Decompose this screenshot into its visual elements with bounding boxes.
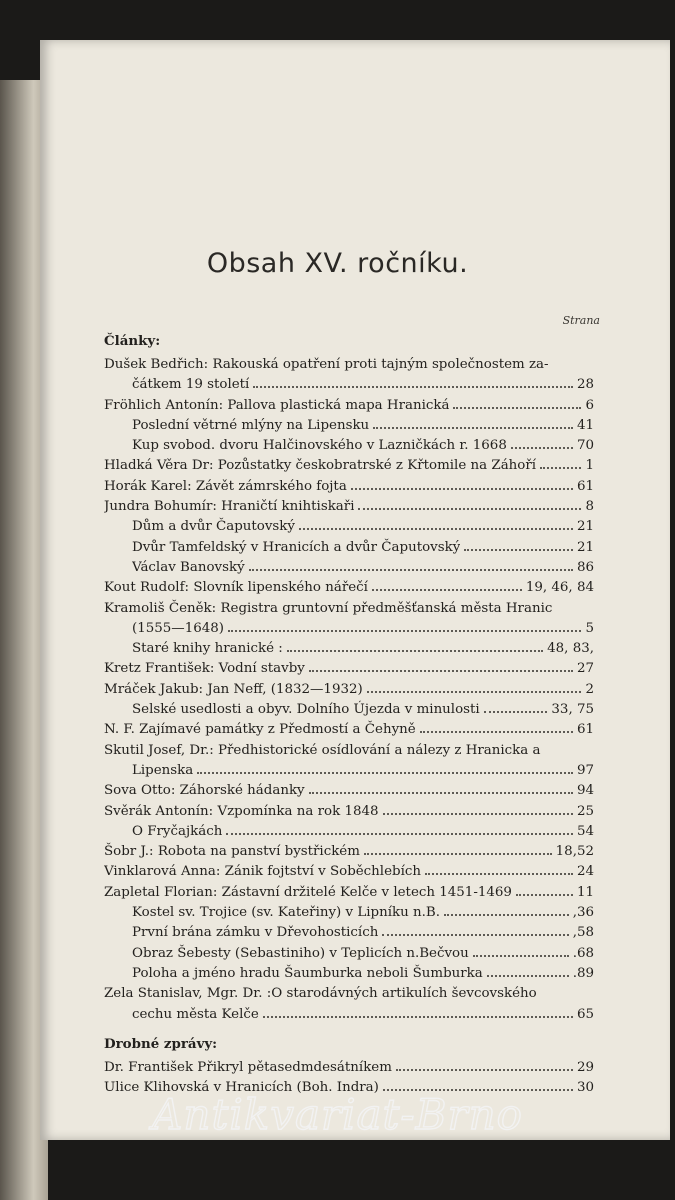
- entry-title: Obraz Šebesty (Sebastiniho) v Teplicích n.Bečvou: [132, 945, 469, 961]
- entry-title-continued: cechu města Kelče: [132, 1006, 259, 1022]
- leader-dots: [263, 1016, 573, 1018]
- entry-title: Svěrák Antonín: Vzpomínka na rok 1848: [104, 803, 379, 819]
- toc-subentry: [104, 538, 594, 558]
- entry-title: Staré knihy hranické :: [132, 641, 283, 657]
- leader-dots: [420, 731, 573, 733]
- toc-entry: [104, 396, 594, 416]
- entry-title: Horák Karel: Závět zámrského fojta: [104, 478, 347, 494]
- entry-page: 33, 75: [551, 702, 594, 718]
- entry-page: 25: [576, 803, 594, 819]
- entry-title: Zapletal Florian: Zástavní držitelé Kelče v letech 1451-1469: [104, 884, 512, 900]
- toc-subentry: [104, 700, 594, 720]
- entry-title: Kout Rudolf: Slovník lipenského nářečí: [104, 580, 368, 596]
- leader-dots: [511, 447, 573, 449]
- leader-dots: [249, 569, 573, 571]
- toc-entry: [104, 659, 594, 679]
- toc-entry: [104, 862, 594, 882]
- toc-entry: [104, 355, 594, 396]
- entry-title: Dušek Bedřich: Rakouská opatření proti tajným společnostem za-: [104, 357, 549, 372]
- entry-page: 94: [576, 783, 594, 799]
- entry-page: 65: [576, 1006, 594, 1022]
- toc-entry: [104, 984, 594, 1025]
- entry-title: Kramoliš Čeněk: Registra gruntovní předměšťanská města Hranic: [104, 600, 553, 616]
- section-heading: Drobné zprávy:: [104, 1035, 218, 1052]
- leader-dots: [425, 873, 573, 875]
- leader-dots: [228, 630, 581, 632]
- leader-dots: [287, 650, 543, 652]
- toc-entry: [104, 578, 594, 598]
- leader-dots: [382, 934, 568, 936]
- leader-dots: [358, 508, 581, 510]
- toc-entry: [104, 1058, 594, 1078]
- leader-dots: [473, 955, 569, 957]
- entry-title: Dům a dvůr Čaputovský: [132, 519, 295, 535]
- entry-page: 18,52: [555, 844, 594, 860]
- entry-title: Šobr J.: Robota na panství bystřickém: [104, 844, 360, 860]
- toc-subentry: [104, 903, 594, 923]
- toc-subentry: [104, 923, 594, 943]
- entry-page: 54: [576, 823, 594, 839]
- toc-entry: [104, 741, 594, 782]
- entry-title: Poslední větrné mlýny na Lipensku: [132, 417, 370, 433]
- entry-title: Sova Otto: Záhorské hádanky: [104, 783, 305, 799]
- entry-title: Selské usedlosti a obyv. Dolního Újezda v minulosti: [132, 702, 480, 718]
- entry-page: 41: [576, 417, 594, 433]
- leader-dots: [540, 467, 581, 469]
- leader-dots: [351, 488, 573, 490]
- watermark: Antikvariat-Brno: [152, 1090, 523, 1139]
- leader-dots: [453, 407, 581, 409]
- entry-title: Kretz František: Vodní stavby: [104, 661, 305, 677]
- entry-page: ,58: [572, 925, 594, 941]
- toc-subentry: [104, 944, 594, 964]
- leader-dots: [396, 1069, 573, 1071]
- entry-page: 61: [576, 478, 594, 494]
- toc-entry: [104, 802, 594, 822]
- entry-page: 8: [585, 499, 594, 515]
- entry-page: 97: [576, 762, 594, 778]
- toc-entry: [104, 680, 594, 700]
- toc-entry: [104, 497, 594, 517]
- leader-dots: [309, 670, 573, 672]
- toc-entry: [104, 456, 594, 476]
- leader-dots: [372, 589, 522, 591]
- entry-page: 61: [576, 722, 594, 738]
- entry-page: 30: [576, 1080, 594, 1096]
- entry-title: Hladká Věra Dr: Pozůstatky českobratrské z Křtomile na Záhoří: [104, 458, 537, 474]
- page-title: Obsah XV. ročníku.: [206, 248, 469, 279]
- toc-subentry: [104, 558, 594, 578]
- leader-dots: [516, 894, 573, 896]
- entry-title: První brána zámku v Dřevohosticích: [132, 925, 379, 941]
- toc-subentry: [104, 517, 594, 537]
- entry-title: O Fryčajkách: [132, 823, 223, 839]
- leader-dots: [487, 975, 569, 977]
- table-of-contents: [104, 330, 594, 1098]
- entry-page: 2: [585, 681, 594, 697]
- entry-page: .68: [572, 945, 594, 961]
- entry-title: Kup svobod. dvoru Halčinovského v Lazničkách r. 1668: [132, 438, 507, 454]
- entry-title: Jundra Bohumír: Hraničtí knihtiskaři: [104, 499, 355, 515]
- entry-page: 21: [576, 539, 594, 555]
- entry-page: 5: [585, 620, 594, 636]
- leader-dots: [484, 711, 548, 713]
- entry-title: Vinklarová Anna: Zánik fojtství v Soběchlebích: [104, 864, 421, 880]
- section-heading: Články:: [104, 333, 161, 349]
- entry-title-continued: čátkem 19 století: [132, 377, 250, 393]
- entry-page: 70: [576, 438, 594, 454]
- toc-entry: [104, 599, 594, 640]
- entry-title-continued: Lipenska: [132, 762, 194, 778]
- leader-dots: [364, 853, 552, 855]
- toc-entry: [104, 883, 594, 903]
- leader-dots: [373, 427, 573, 429]
- page-column-label: Strana: [562, 314, 600, 327]
- entry-page: 19, 46, 84: [525, 580, 594, 596]
- toc-subentry: [104, 822, 594, 842]
- leader-dots: [299, 528, 573, 530]
- entry-page: 11: [576, 884, 594, 900]
- toc-subentry: [104, 964, 594, 984]
- leader-dots: [444, 914, 569, 916]
- leader-dots: [197, 772, 573, 774]
- leader-dots: [367, 691, 582, 693]
- entry-title: Ulice Klihovská v Hranicích (Boh. Indra): [104, 1080, 379, 1096]
- entry-title: Václav Banovský: [132, 559, 245, 575]
- leader-dots: [383, 813, 573, 815]
- entry-page: 48, 83,: [547, 641, 594, 657]
- leader-dots: [226, 833, 573, 835]
- entry-title: Fröhlich Antonín: Pallova plastická mapa Hranická: [104, 397, 450, 413]
- entry-title: Dr. František Přikryl pětasedmdesátníkem: [104, 1059, 392, 1075]
- entry-page: 21: [576, 519, 594, 535]
- entry-page: 27: [576, 661, 594, 677]
- entry-page: 1: [585, 458, 594, 474]
- entry-title: Mráček Jakub: Jan Neff, (1832—1932): [104, 681, 363, 697]
- entry-page: 6: [585, 397, 594, 413]
- entry-page: .89: [572, 965, 594, 981]
- toc-subentry: [104, 416, 594, 436]
- entry-page: 86: [576, 559, 594, 575]
- leader-dots: [253, 386, 573, 388]
- entry-title: N. F. Zajímavé památky z Předmostí a Čehyně: [104, 722, 416, 738]
- leader-dots: [309, 792, 573, 794]
- entry-page: ,36: [572, 905, 594, 921]
- entry-page: 29: [576, 1059, 594, 1075]
- toc-subentry: [104, 436, 594, 456]
- toc-entry: [104, 477, 594, 497]
- entry-title: Zela Stanislav, Mgr. Dr. :O starodávných artikulích ševcovského: [104, 986, 537, 1002]
- entry-page: 28: [576, 377, 594, 393]
- toc-entry: [104, 720, 594, 740]
- toc-subentry: [104, 639, 594, 659]
- entry-title: Kostel sv. Trojice (sv. Kateřiny) v Lipníku n.B.: [132, 905, 440, 921]
- entry-title: Skutil Josef, Dr.: Předhistorické osídlování a nálezy z Hranicka a: [104, 742, 541, 758]
- entry-title: Dvůr Tamfeldský v Hranicích a dvůr Čaputovský: [132, 539, 461, 555]
- leader-dots: [464, 549, 573, 551]
- toc-entry: [104, 781, 594, 801]
- entry-page: 24: [576, 864, 594, 880]
- toc-entry: [104, 842, 594, 862]
- entry-title-continued: (1555—1648): [132, 620, 224, 636]
- entry-title: Poloha a jméno hradu Šaumburka neboli Šumburka: [132, 965, 483, 981]
